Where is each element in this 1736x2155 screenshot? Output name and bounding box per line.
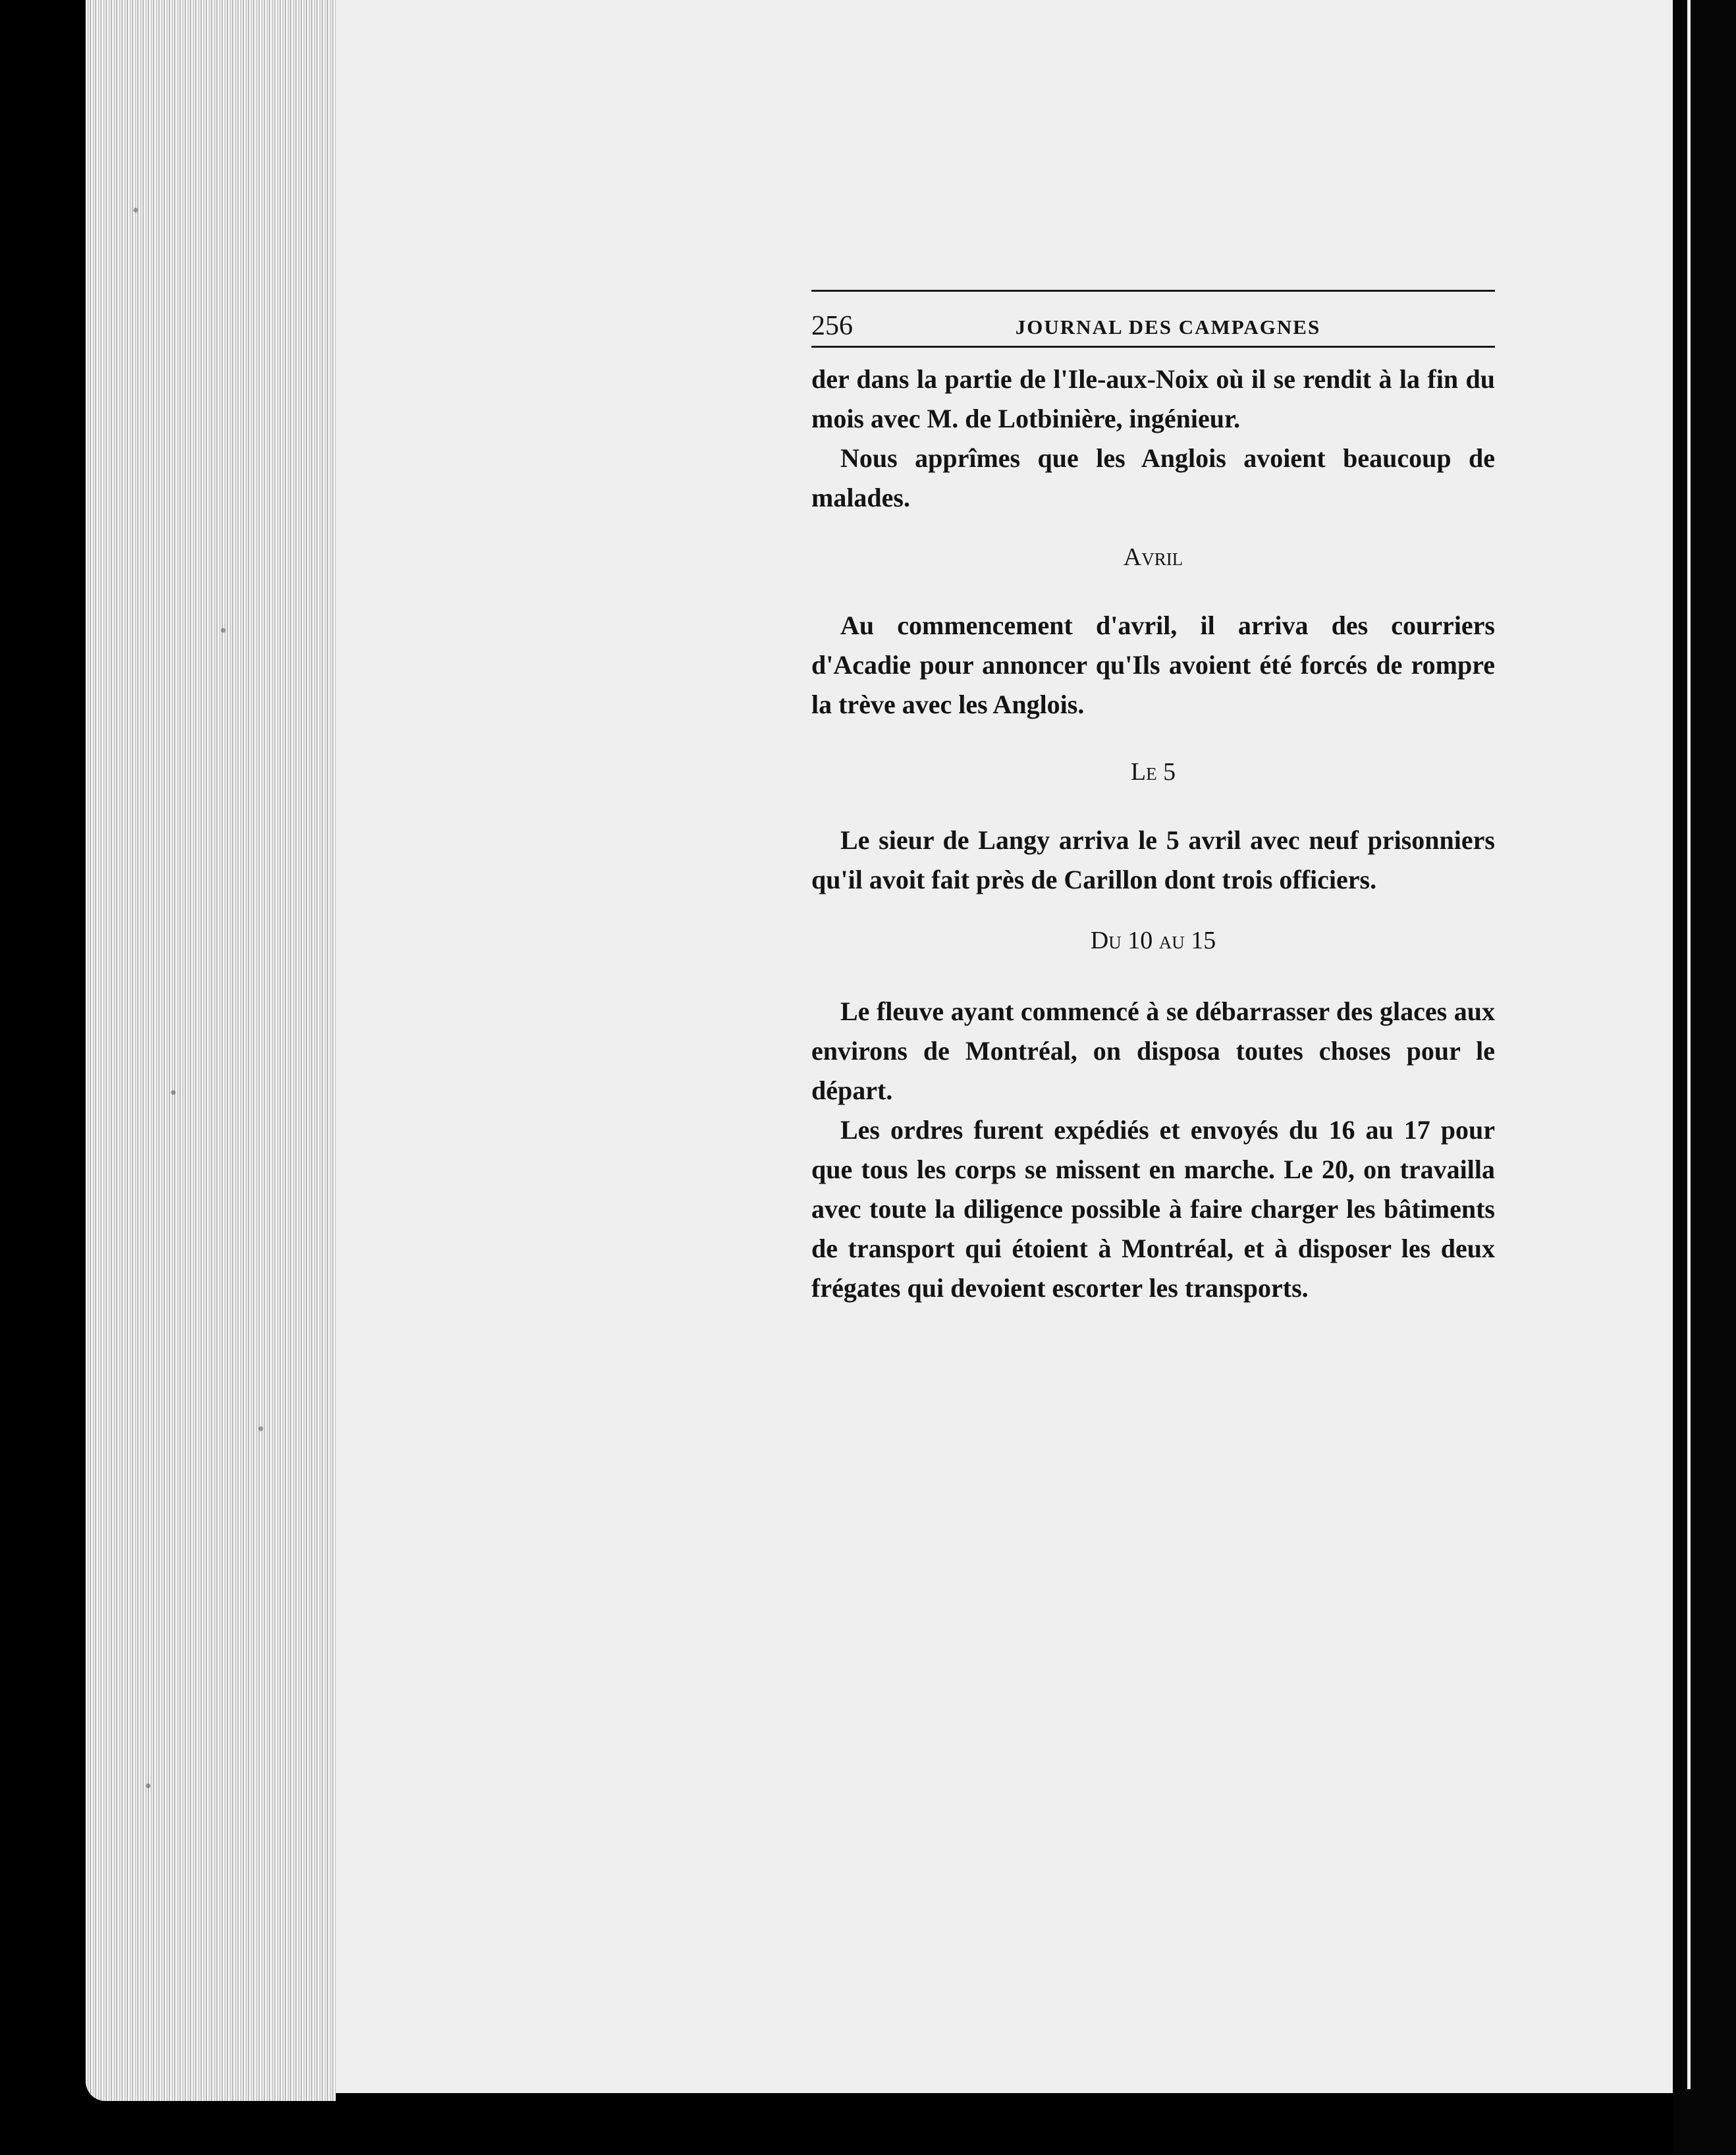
paragraph-fleuve: Le fleuve ayant commencé à se débarrasser des glaces aux environs de Montréal, on disposa toutes choses pour le départ. [811,996,1495,1105]
section-heading-le-5: Le 5 [1130,758,1176,786]
section-heading-avril: Avril [1123,543,1183,571]
page-number: 256 [811,311,853,341]
running-title: JOURNAL DES CAMPAGNES [1015,315,1321,339]
section-heading-du-10-au-15: Du 10 au 15 [1090,927,1216,954]
running-head [811,292,1495,341]
paragraph-langy: Le sieur de Langy arriva le 5 avril avec neuf prisonniers qu'il avoit fait près de Carillon dont trois officiers. [811,825,1495,894]
page-text-block [811,290,1495,1308]
paragraph-continued: der dans la partie de l'Ile-aux-Noix où il se rendit à la fin du mois avec M. de Lotbinière, ingénieur. [811,364,1495,433]
scan-right-border [1673,0,1736,2155]
paragraph-acadie: Au commencement d'avril, il arriva des courriers d'Acadie pour annoncer qu'Ils avoient été forcés de rompre la trève avec les Anglois. [811,611,1495,719]
paragraph-ordres: Les ordres furent expédiés et envoyés du 16 au 17 pour que tous les corps se missent en marche. Le 20, on travailla avec toute la diligence possible à faire charger les bâtiments de transport qui étoient à Montréal, et à disposer les deux frégates qui devoient escorter les transports. [811,1115,1495,1303]
paragraph-malades: Nous apprîmes que les Anglois avoient beaucoup de malades. [811,443,1495,512]
book-page-edges [86,0,336,2101]
